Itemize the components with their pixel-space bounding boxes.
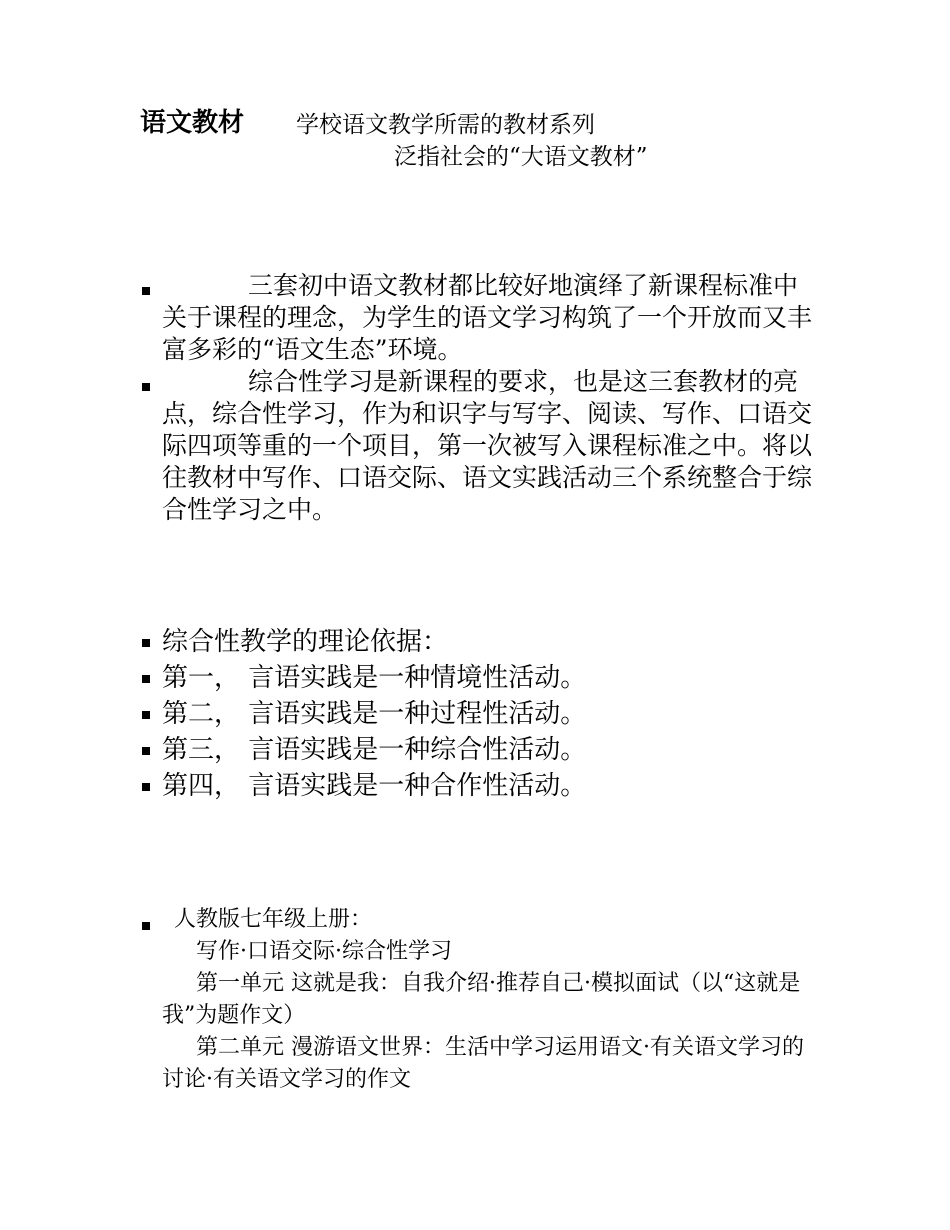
theory-item: 第四， 言语实践是一种合作性活动。: [162, 771, 587, 801]
definition-line-1: 学校语文教学所需的教材系列: [296, 112, 595, 138]
list-item: [142, 732, 586, 768]
bullet-marker: [142, 711, 150, 719]
bullet-marker: [142, 747, 150, 755]
list-item: [142, 660, 586, 696]
paragraph-1: [162, 270, 812, 366]
textbook-unit-2: 第二单元 漫游语文世界：生活中学习运用语文·有关语文学习的讨论·有关语文学习的作文: [162, 1035, 804, 1092]
textbook-edition: 人教版七年级上册：: [174, 907, 373, 932]
paragraph-1-text: 三套初中语文教材都比较好地演绎了新课程标准中关于课程的理念，为学生的语文学习构筑了一个开放而又丰富多彩的“语文生态”环境。: [162, 271, 813, 364]
theory-item: 第二， 言语实践是一种过程性活动。: [162, 699, 587, 729]
bullet-marker: [142, 675, 150, 683]
theory-item: 第三， 言语实践是一种综合性活动。: [162, 735, 587, 765]
list-item: [142, 768, 586, 804]
bullet-marker: [142, 383, 150, 391]
theory-list: [142, 624, 586, 804]
paragraph-2: [162, 366, 812, 526]
theory-title: 综合性教学的理论依据：: [162, 627, 449, 657]
textbook-unit-1: 第一单元 这就是我：自我介绍·推荐自己·模拟面试（以“这就是我”为题作文）: [162, 971, 801, 1028]
paragraph-2-text: 综合性学习是新课程的要求，也是这三套教材的亮点，综合性学习，作为和识字与写字、阅读、写作、口语交际四项等重的一个项目，第一次被写入课程标准之中。将以往教材中写作、口语交际、语文实践活动三个系统整合于综合性学习之中。: [162, 367, 813, 524]
term-heading: 语文教材: [140, 108, 245, 138]
list-item: [142, 696, 586, 732]
bullet-marker: [142, 287, 150, 295]
textbook-block: [162, 904, 814, 1096]
bullet-marker: [142, 922, 150, 930]
textbook-section: 写作·口语交际·综合性学习: [196, 939, 452, 964]
list-item: [142, 624, 586, 660]
bullet-marker: [142, 783, 150, 791]
bullet-marker: [142, 639, 150, 647]
theory-item: 第一， 言语实践是一种情境性活动。: [162, 663, 587, 693]
definition-line-2: 泛指社会的“大语文教材”: [394, 144, 648, 170]
